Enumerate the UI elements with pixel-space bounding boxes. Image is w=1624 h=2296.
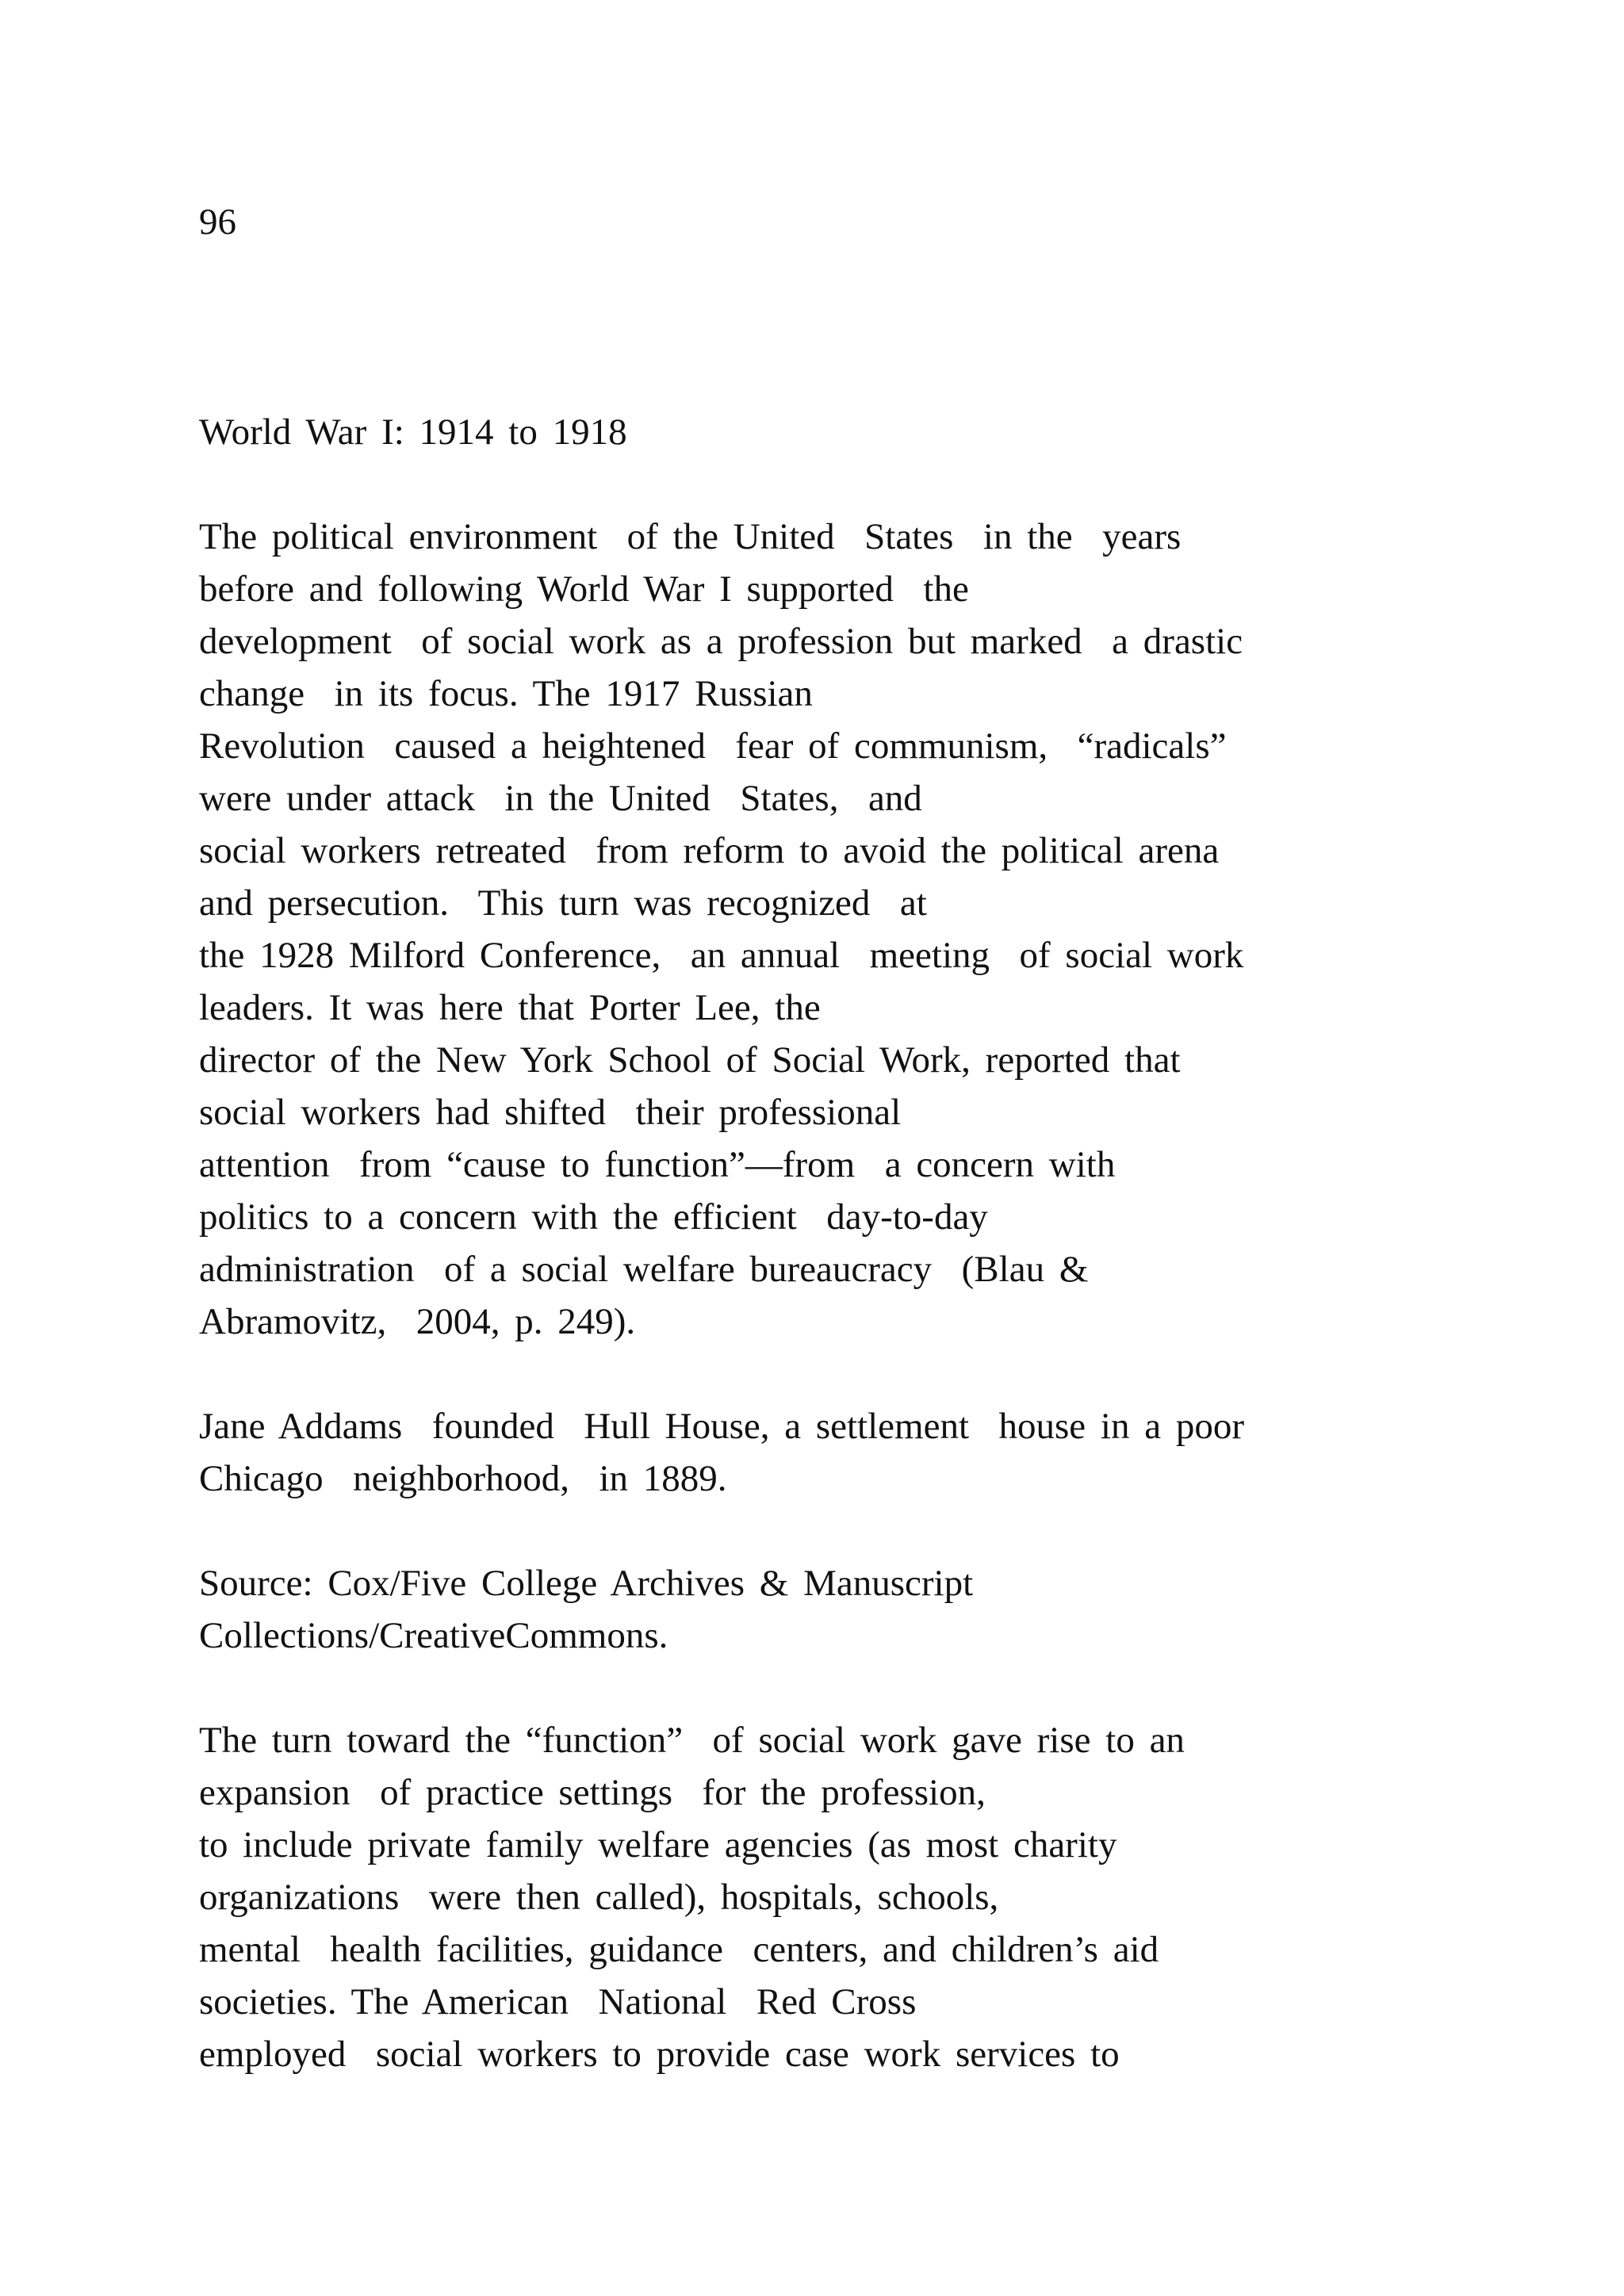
- text-line: were under attack in the United States, and: [199, 778, 922, 819]
- text-line: The turn toward the “function” of social work gave rise to an: [199, 1720, 1185, 1761]
- paragraph-image-caption: [199, 1400, 1547, 1505]
- paragraph-political-environment: [199, 511, 1547, 1348]
- text-line: Abramovitz, 2004, p. 249).: [199, 1301, 636, 1342]
- text-line: attention from “cause to function”—from a concern with: [199, 1144, 1116, 1185]
- text-line: Revolution caused a heightened fear of communism, “radicals”: [199, 725, 1227, 767]
- text-line: leaders. It was here that Porter Lee, the: [199, 987, 821, 1028]
- text-line: expansion of practice settings for the profession,: [199, 1772, 986, 1813]
- text-line: Jane Addams founded Hull House, a settlement house in a poor: [199, 1406, 1244, 1447]
- section-heading: World War I: 1914 to 1918: [199, 411, 627, 453]
- text-line: to include private family welfare agencies (as most charity: [199, 1824, 1117, 1866]
- page-number: 96: [199, 201, 236, 243]
- text-line: before and following World War I supported the: [199, 568, 969, 610]
- text-line: organizations were then called), hospitals, schools,: [199, 1877, 999, 1918]
- text-line: development of social work as a profession but marked a drastic: [199, 621, 1243, 662]
- paragraph-function-of-social-work: [199, 1714, 1547, 2080]
- paragraph-image-source: [199, 1557, 1547, 1662]
- text-line: change in its focus. The 1917 Russian: [199, 673, 813, 714]
- text-line: employed social workers to provide case work services to: [199, 2034, 1120, 2075]
- text-line: the 1928 Milford Conference, an annual meeting of social work: [199, 935, 1244, 976]
- text-line: Chicago neighborhood, in 1889.: [199, 1458, 727, 1499]
- text-line: social workers retreated from reform to avoid the political arena: [199, 830, 1220, 871]
- page-body: [199, 406, 1547, 2080]
- text-line: administration of a social welfare bureaucracy (Blau &: [199, 1249, 1089, 1290]
- text-line: Collections/CreativeCommons.: [199, 1615, 668, 1656]
- text-line: societies. The American National Red Cross: [199, 1981, 917, 2022]
- text-line: and persecution. This turn was recognized at: [199, 882, 927, 924]
- text-line: social workers had shifted their professional: [199, 1092, 902, 1133]
- text-line: The political environment of the United States in the years: [199, 516, 1182, 557]
- text-line: director of the New York School of Social Work, reported that: [199, 1039, 1181, 1081]
- text-line: Source: Cox/Five College Archives & Manuscript: [199, 1563, 974, 1604]
- text-line: mental health facilities, guidance centers, and children’s aid: [199, 1929, 1159, 1970]
- text-line: politics to a concern with the efficient day-to-day: [199, 1196, 988, 1238]
